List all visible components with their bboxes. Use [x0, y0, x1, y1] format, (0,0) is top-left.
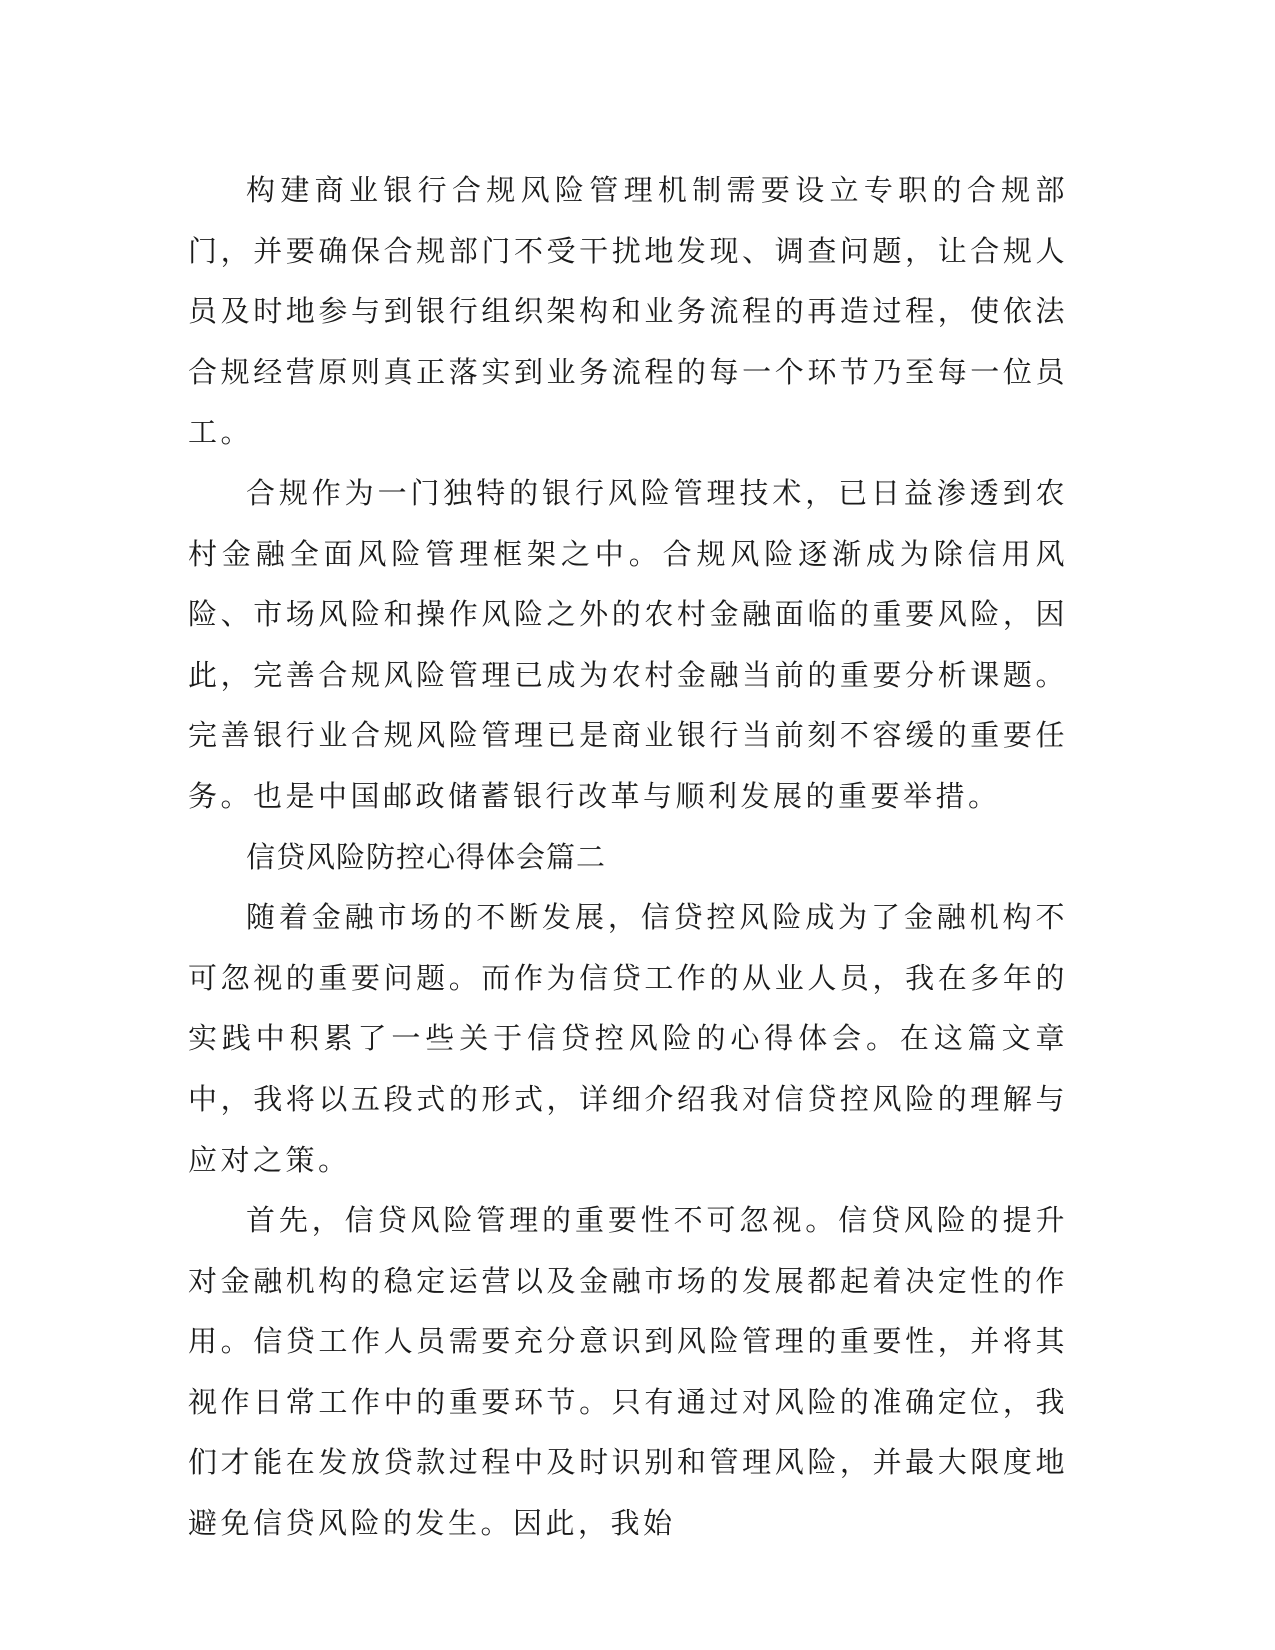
section-heading: 信贷风险防控心得体会篇二	[246, 839, 607, 874]
paragraph-credit-intro: 随着金融市场的不断发展，信贷控风险成为了金融机构不可忽视的重要问题。而作为信贷工作的从业人员，我在多年的实践中积累了一些关于信贷控风险的心得体会。在这篇文章中，我将以五段式的形式，详细介绍我对信贷控风险的理解与应对之策。	[188, 900, 1068, 1177]
paragraph-compliance-department: 构建商业银行合规风险管理机制需要设立专职的合规部门，并要确保合规部门不受干扰地发现、调查问题，让合规人员及时地参与到银行组织架构和业务流程的再造过程，使依法合规经营原则真正落实到业务流程的每一个环节乃至每一位员工。	[188, 173, 1068, 450]
document-body	[188, 160, 1068, 1554]
paragraph-compliance-risk: 合规作为一门独特的银行风险管理技术，已日益渗透到农村金融全面风险管理框架之中。合规风险逐渐成为除信用风险、市场风险和操作风险之外的农村金融面临的重要风险，因此，完善合规风险管理已成为农村金融当前的重要分析课题。完善银行业合规风险管理已是商业银行当前刻不容缓的重要任务。也是中国邮政储蓄银行改革与顺利发展的重要举措。	[188, 475, 1068, 813]
paragraph-credit-importance: 首先，信贷风险管理的重要性不可忽视。信贷风险的提升对金融机构的稳定运营以及金融市场的发展都起着决定性的作用。信贷工作人员需要充分意识到风险管理的重要性，并将其视作日常工作中的重要环节。只有通过对风险的准确定位，我们才能在发放贷款过程中及时识别和管理风险，并最大限度地避免信贷风险的发生。因此，我始	[188, 1203, 1068, 1541]
